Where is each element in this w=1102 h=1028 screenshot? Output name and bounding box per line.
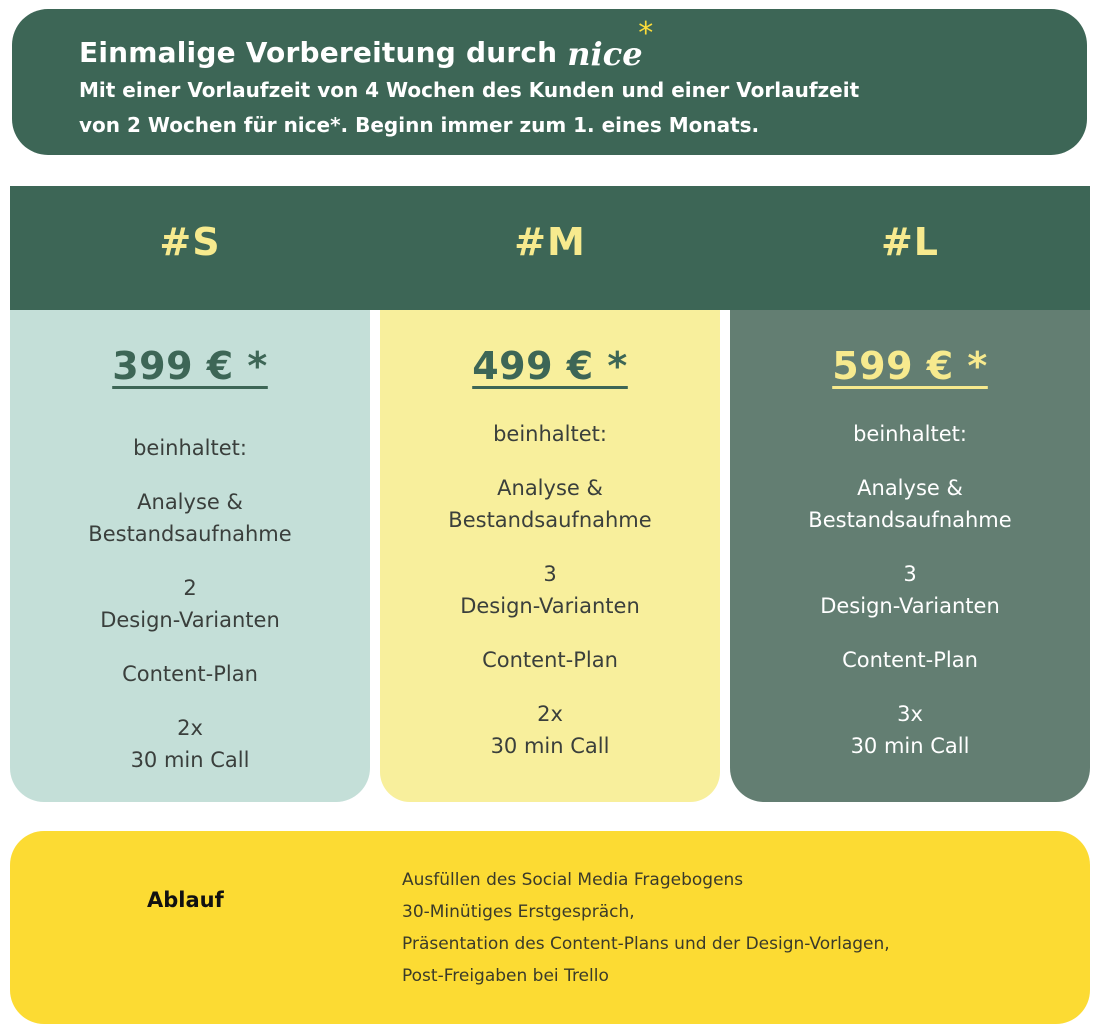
feature-line: Bestandsaufnahme [88, 522, 292, 546]
price-m: 499 € * [472, 344, 628, 388]
feature-design-variants [730, 558, 1090, 622]
process-step: Post-Freigaben bei Trello [402, 966, 609, 986]
tier-header-bar [10, 186, 1090, 310]
process-step: Ausfüllen des Social Media Fragebogens [402, 870, 744, 890]
header-banner [12, 9, 1087, 155]
process-label: Ablauf [147, 888, 224, 912]
includes-label: beinhaltet: [853, 422, 967, 446]
feature-line: Analyse & [857, 476, 963, 500]
feature-line: 30 min Call [130, 748, 250, 772]
tier-name-l: #L [880, 220, 940, 264]
brand-star-icon: * [638, 16, 654, 51]
includes-label: beinhaltet: [133, 436, 247, 460]
feature-line: Bestandsaufnahme [448, 508, 652, 532]
pricing-card-s [10, 310, 370, 802]
feature-line: Design-Varianten [820, 594, 1000, 618]
banner-subtitle [79, 73, 919, 143]
feature-line: Bestandsaufnahme [808, 508, 1012, 532]
feature-line: 2x [177, 716, 203, 740]
banner-title-row [79, 16, 1087, 73]
pricing-card-m [380, 310, 720, 802]
feature-line: Design-Varianten [460, 594, 640, 618]
feature-line: Content-Plan [482, 648, 618, 672]
process-steps [402, 864, 890, 992]
banner-title: Einmalige Vorbereitung durch [79, 36, 558, 69]
feature-calls [730, 698, 1090, 762]
pricing-card-l [730, 310, 1090, 802]
banner-subtitle-line: Mit einer Vorlaufzeit von 4 Wochen des Kunden und einer Vorlaufzeit [79, 78, 860, 102]
brand-wordmark: nice [567, 35, 643, 73]
feature-line: 30 min Call [490, 734, 610, 758]
feature-line: Analyse & [497, 476, 603, 500]
feature-line: 2x [537, 702, 563, 726]
feature-design-variants [380, 558, 720, 622]
feature-design-variants [10, 572, 370, 636]
feature-calls [10, 712, 370, 776]
feature-analysis [730, 472, 1090, 536]
feature-content-plan [730, 644, 1090, 676]
feature-line: Content-Plan [122, 662, 258, 686]
process-box [10, 831, 1090, 1024]
feature-line: 3 [903, 562, 917, 586]
price-s: 399 € * [112, 344, 268, 388]
feature-line: Design-Varianten [100, 608, 280, 632]
tier-name-s: #S [159, 220, 221, 264]
feature-calls [380, 698, 720, 762]
feature-line: 2 [183, 576, 197, 600]
feature-analysis [380, 472, 720, 536]
feature-line: Analyse & [137, 490, 243, 514]
feature-line: Content-Plan [842, 648, 978, 672]
tier-name-m: #M [514, 220, 586, 264]
banner-subtitle-line: von 2 Wochen für nice*. Beginn immer zum 1. eines Monats. [79, 113, 760, 137]
feature-line: 3x [897, 702, 923, 726]
feature-content-plan [380, 644, 720, 676]
feature-line: 30 min Call [850, 734, 970, 758]
process-step: 30-Minütiges Erstgespräch, [402, 902, 635, 922]
feature-content-plan [10, 658, 370, 690]
process-step: Präsentation des Content-Plans und der Design-Vorlagen, [402, 934, 890, 954]
feature-line: 3 [543, 562, 557, 586]
feature-analysis [10, 486, 370, 550]
includes-label: beinhaltet: [493, 422, 607, 446]
brand-logo [567, 16, 667, 73]
price-l: 599 € * [832, 344, 988, 388]
